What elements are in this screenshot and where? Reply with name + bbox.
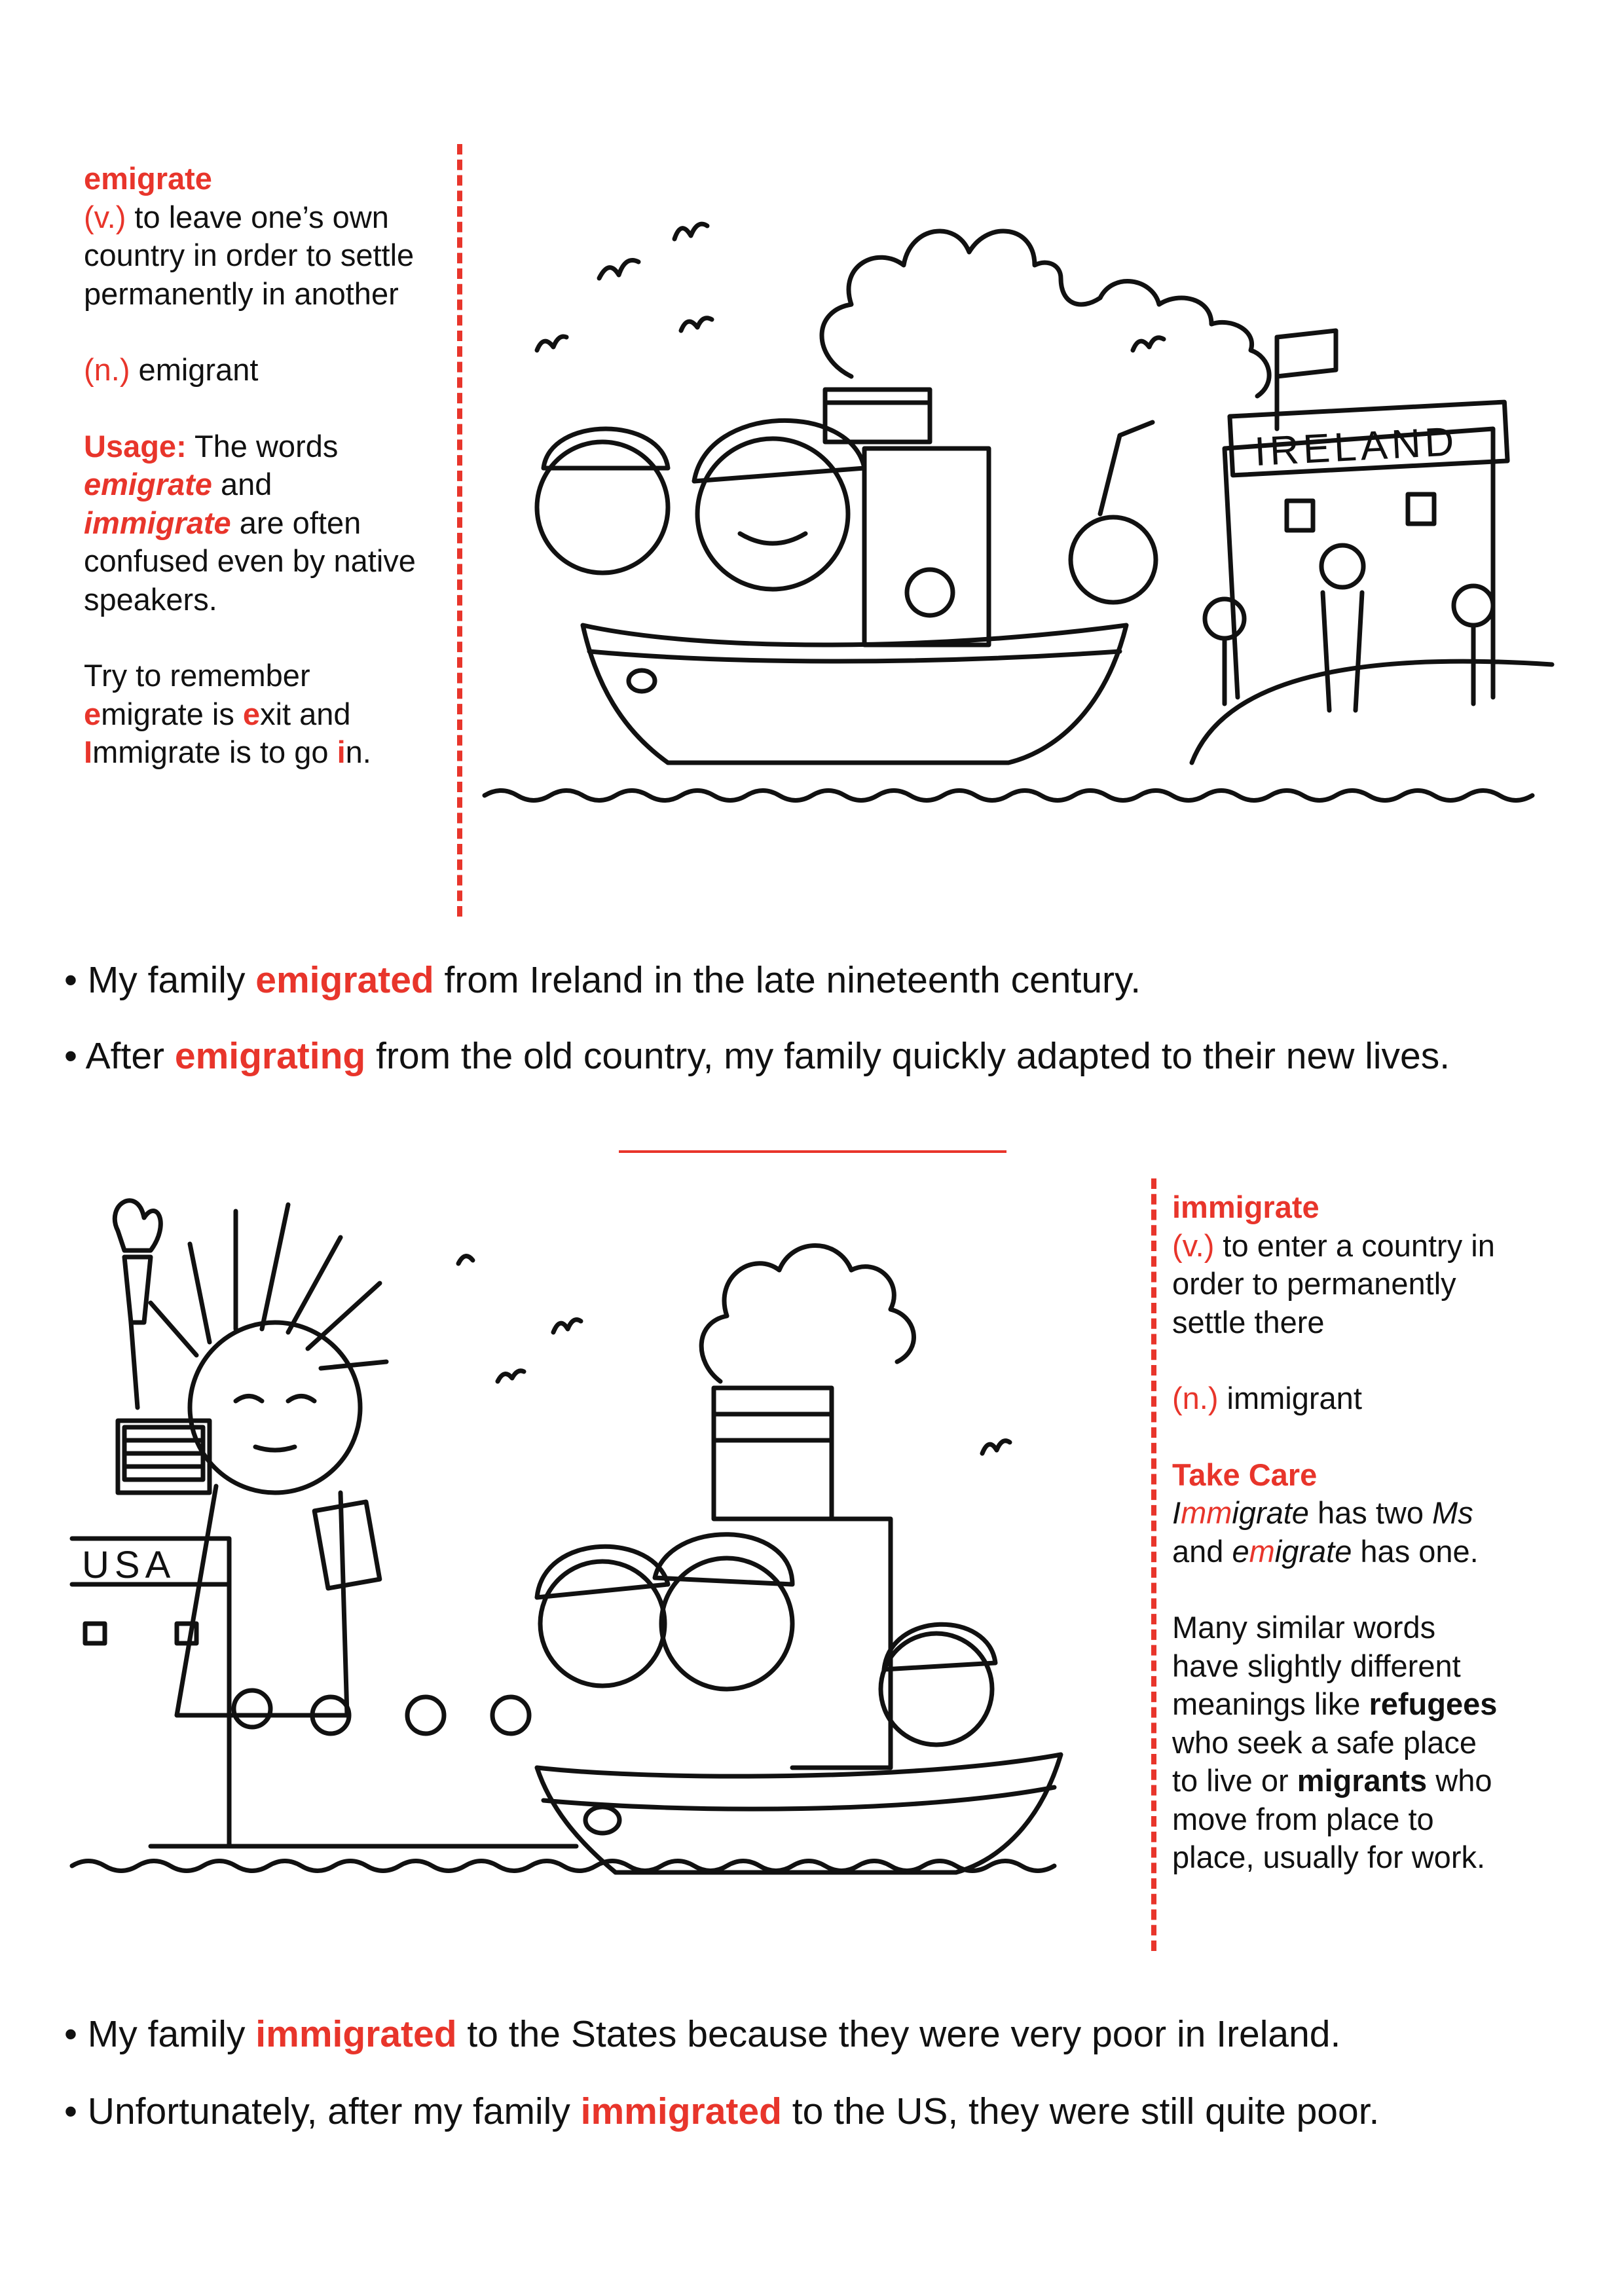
waves [72, 1861, 1054, 1871]
top-divider-dashed [457, 144, 462, 917]
bird-icon [553, 1320, 581, 1332]
similar-words-note: Many similar words [1172, 1610, 1436, 1645]
porthole [907, 570, 953, 615]
emigrate-definition-panel [84, 160, 464, 772]
emigrate-mnemonic: Try to remember [84, 658, 310, 693]
person-head [1321, 545, 1363, 587]
similar-words-line: who seek a safe place [1172, 1724, 1477, 1760]
building-sign: USA [82, 1544, 176, 1586]
waves [485, 791, 1532, 801]
bottom-divider-dashed [1151, 1178, 1156, 1951]
smoke-cloud [701, 1246, 913, 1382]
example-sentence: • After emigrating from the old country, my family quickly adapted to their new lives. [64, 1035, 1450, 1077]
bird-icon [674, 224, 707, 239]
emigrate-verb-definition-line: permanently in another [84, 276, 399, 311]
emigrate-noun-form: (n.) emigrant [84, 352, 259, 387]
boat-hull [583, 625, 1126, 763]
emigrate-usage-note: Usage: The words [84, 428, 339, 464]
building-sign: IRELAND [1253, 418, 1459, 475]
immigrate-verb-definition: (v.) to enter a country in [1172, 1228, 1495, 1263]
cap [537, 1546, 668, 1597]
statue-head [190, 1322, 360, 1493]
person-head [540, 1561, 665, 1686]
ship-cabin [792, 1519, 891, 1768]
similar-words-line: to live or migrants who [1172, 1763, 1492, 1798]
section-divider [619, 1150, 1006, 1153]
example-sentence: • My family emigrated from Ireland in the late nineteenth century. [64, 959, 1141, 1001]
person-head [697, 439, 848, 589]
person-head [881, 1633, 992, 1745]
example-sentence: • Unfortunately, after my family immigrated to the US, they were still quite poor. [64, 2090, 1380, 2132]
bird-icon [681, 318, 712, 331]
person-head [537, 442, 668, 573]
emigrate-usage-line: confused even by native [84, 543, 416, 578]
boat-rail [544, 1787, 1054, 1809]
tablet [314, 1502, 380, 1588]
person-head [1205, 599, 1244, 638]
take-care-line: Immigrate has two Ms [1172, 1495, 1473, 1530]
boat-porthole [629, 670, 655, 691]
immigrate-verb-definition-line: order to permanently [1172, 1266, 1456, 1301]
similar-words-line: move from place to [1172, 1801, 1434, 1836]
person-head [1454, 586, 1493, 625]
person-head [1071, 517, 1156, 602]
boat-porthole [585, 1807, 619, 1833]
emigrate-usage-line: speakers. [84, 581, 217, 617]
island-hill [1192, 661, 1552, 763]
example-sentence: • My family immigrated to the States because they were very poor in Ireland. [64, 2013, 1341, 2055]
smoke-cloud [822, 231, 1269, 396]
emigrate-usage-line: emigrate and [84, 467, 272, 501]
bird-icon [458, 1256, 473, 1264]
immigrate-noun-form: (n.) immigrant [1172, 1381, 1362, 1415]
similar-words-line: have slightly different [1172, 1648, 1461, 1683]
immigrate-headword: immigrate [1172, 1190, 1320, 1224]
person-head [234, 1690, 270, 1727]
bird-icon [1133, 338, 1164, 350]
cap [694, 420, 864, 481]
emigrate-mnemonic-line: Immigrate is to go in. [84, 735, 371, 769]
person-head [407, 1697, 444, 1734]
bird-icon [982, 1441, 1010, 1453]
flag-icon [124, 1427, 203, 1480]
immigration-illustration [65, 1192, 1126, 1886]
ship-funnel [714, 1388, 832, 1519]
emigrate-headword: emigrate [84, 161, 212, 196]
statue-robe [177, 1486, 347, 1715]
bird-icon [537, 337, 566, 350]
statue-crown [151, 1205, 386, 1368]
similar-words-line: place, usually for work. [1172, 1840, 1486, 1874]
take-care-heading: Take Care [1172, 1457, 1318, 1492]
immigrate-definition-panel [1172, 1188, 1585, 1877]
bird-icon [599, 261, 638, 279]
similar-words-line: meanings like refugees [1172, 1686, 1498, 1721]
emigrate-verb-definition: (v.) to leave one’s own [84, 199, 389, 234]
emigrate-verb-definition-line: country in order to settle [84, 238, 415, 272]
flag-icon [1277, 331, 1336, 376]
person-head [492, 1697, 529, 1734]
emigration-illustration [471, 141, 1559, 828]
boat-rail [589, 651, 1120, 661]
emigrate-usage-line: immigrate are often [84, 505, 361, 540]
immigrate-verb-definition-line: settle there [1172, 1304, 1325, 1339]
bird-icon [498, 1371, 524, 1381]
take-care-line: and emigrate has one. [1172, 1533, 1479, 1569]
emigrate-mnemonic-line: emigrate is exit and [84, 696, 351, 731]
